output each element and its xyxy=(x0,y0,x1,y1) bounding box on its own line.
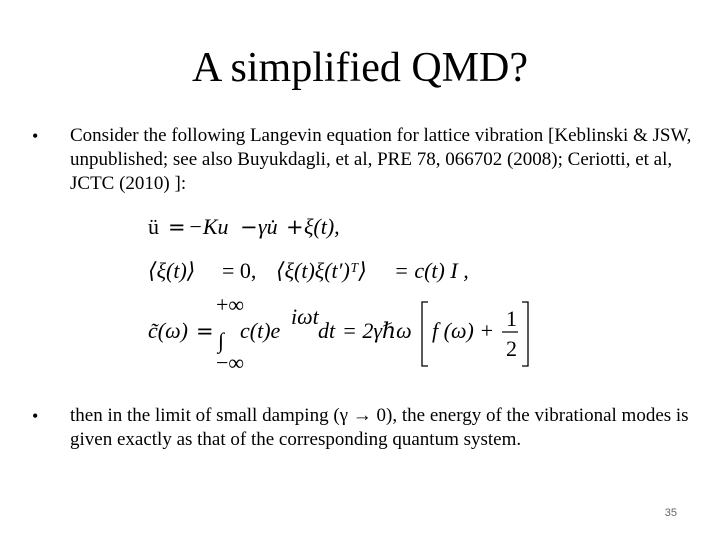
equation-svg xyxy=(140,208,560,378)
equation-3 xyxy=(148,292,528,375)
eq2-corr: ⟨ξ(t)ξ(t′)ᵀ⟩ xyxy=(276,258,367,283)
eq1-lhs: ü xyxy=(148,214,159,239)
eq3-upper-limit: +∞ xyxy=(216,292,245,317)
equation-block xyxy=(140,208,560,378)
eq2-zero: = 0, xyxy=(222,258,257,283)
eq3-lower-limit: −∞ xyxy=(216,350,245,375)
page-number: 35 xyxy=(664,507,677,519)
eq3-integrand: c(t)e xyxy=(240,318,281,343)
eq3-f-term: f (ω) + xyxy=(432,318,495,343)
equation-1 xyxy=(148,214,340,239)
eq1-term-ku: −Ku xyxy=(188,214,229,239)
bullet-marker: • xyxy=(32,406,39,426)
bullet-marker: • xyxy=(32,126,39,146)
eq1-plus: + xyxy=(286,215,304,239)
eq1-term-xi: ξ(t), xyxy=(304,214,340,239)
eq1-term-gamma: γu̇ xyxy=(258,214,278,239)
bullet-text: Consider the following Langevin equation for lattice vibration [Keblinski & JSW, unpublished; see also Buyukdagli, et al, PRE 78, 066702 (2008); Ceriotti, et al, JCTC (2010) ]: xyxy=(70,125,692,194)
eq3-equals: = xyxy=(196,319,214,343)
eq2-avg: ⟨ξ(t)⟩ xyxy=(148,258,196,283)
eq3-bracket-right xyxy=(522,302,528,366)
eq2-rhs: = c(t) I , xyxy=(394,258,469,283)
eq3-lhs: c̃(ω) xyxy=(148,318,188,343)
eq3-dt: dt xyxy=(318,318,336,343)
eq1-minus: − xyxy=(240,215,258,239)
eq1-equals: = xyxy=(168,215,186,239)
bullet-item-limit xyxy=(32,404,692,452)
eq3-coef: = 2γℏω xyxy=(342,318,412,343)
eq3-frac-num: 1 xyxy=(506,306,517,331)
eq3-bracket-left xyxy=(422,302,428,366)
slide-title: A simplified QMD? xyxy=(192,45,528,91)
eq3-integral: ∫ xyxy=(218,328,225,353)
bullet-item-langevin xyxy=(32,124,692,196)
eq3-frac-den: 2 xyxy=(506,336,517,361)
equation-2 xyxy=(148,258,469,283)
eq3-exponent: iωt xyxy=(291,304,319,329)
bullet-text: then in the limit of small damping (γ → 0), the energy of the vibrational modes is given exactly as that of the corresponding quantum system. xyxy=(70,405,689,450)
